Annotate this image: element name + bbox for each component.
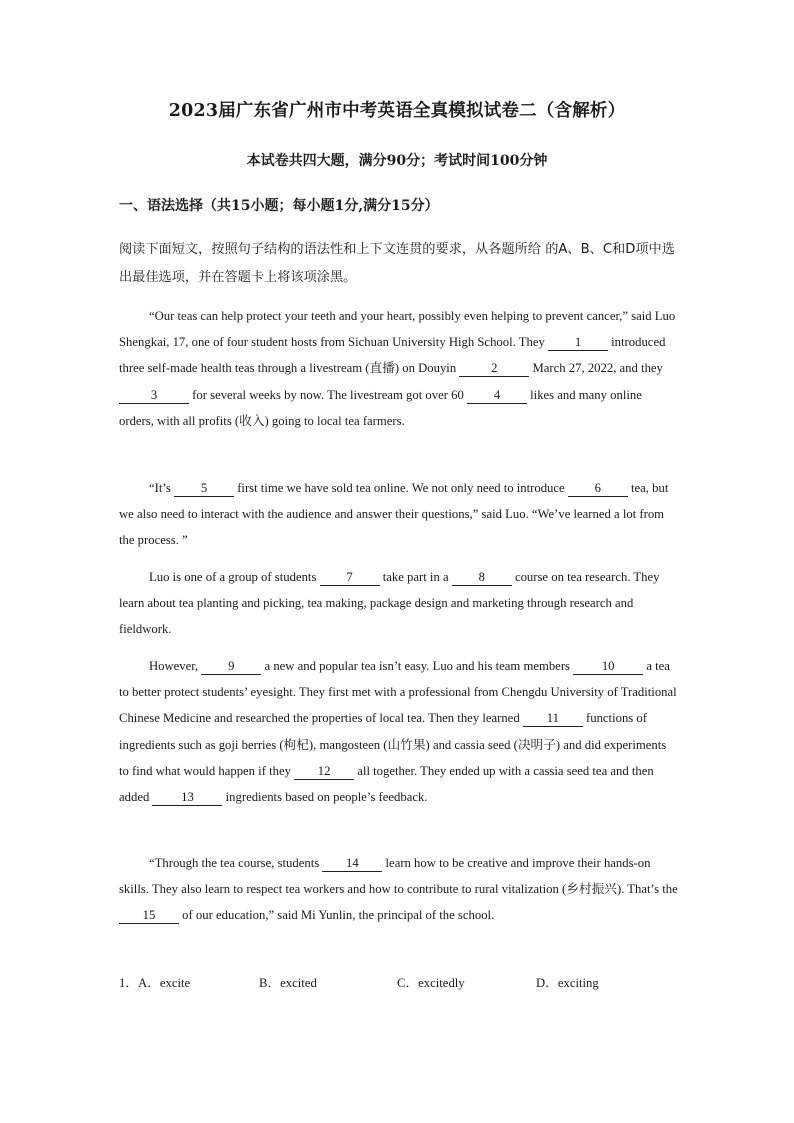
paragraph-text: learn how to be creative and improve their hands-on skills. They also learn to respect tea workers and how to contribute to rural vitalization (乡村振兴). That’s the — [119, 856, 678, 897]
blank-7[interactable]: 7 — [320, 570, 380, 586]
option-b[interactable]: B．excited — [259, 976, 317, 990]
paragraph-text: all together. They ended up with a cassia seed tea and then added — [119, 763, 654, 805]
blank-11[interactable]: 11 — [523, 711, 583, 727]
blank-10[interactable]: 10 — [573, 659, 643, 675]
passage-paragraph-2 — [119, 475, 679, 554]
instructions: 阅读下面短文，按照句子结构的语法性和上下文连贯的要求，从各题所给 的A、B、C和D项中选出最佳选项，并在答题卡上将该项涂黑。 — [119, 242, 675, 285]
page-title: 2023届广东省广州市中考英语全真模拟试卷二（含解析） — [168, 101, 626, 121]
option-c[interactable]: C．excitedly — [397, 976, 465, 990]
paragraph-text: course on tea research. They learn about tea planting and picking, tea making, package design and marketing through research and fieldwork. — [119, 570, 660, 637]
blank-9[interactable]: 9 — [201, 659, 261, 675]
passage-paragraph-3 — [119, 564, 679, 643]
paragraph-text: Luo is one of a group of students — [149, 570, 320, 584]
blank-2[interactable]: 2 — [459, 361, 529, 377]
blank-3[interactable]: 3 — [119, 388, 189, 404]
paragraph-text: March 27, 2022, and they — [529, 361, 663, 376]
paragraph-text: ingredients based on people’s feedback. — [222, 790, 428, 805]
paragraph-text: functions of ingredients such as goji berries (枸杞), mangosteen (山竹果) and cassia seed (决明子) and did experiments to find what would happen if they — [119, 711, 667, 778]
paragraph-text: tea, but we also need to interact with the audience and answer their questions,” said Luo. “We’ve learned a lot from the process. ” — [119, 481, 669, 548]
blank-8[interactable]: 8 — [452, 570, 512, 586]
blank-12[interactable]: 12 — [294, 764, 354, 780]
paragraph-text: “Our teas can help protect your teeth and your heart, possibly even helping to prevent cancer,” said Luo Shengkai, 17, one of four student hosts from Sichuan University High School. They — [119, 309, 676, 350]
exam-subtitle: 本试卷共四大题，满分90分；考试时间100分钟 — [246, 153, 548, 169]
passage-paragraph-4 — [119, 653, 679, 810]
blank-4[interactable]: 4 — [467, 388, 527, 404]
paragraph-text: “It’s — [149, 481, 175, 495]
option-a[interactable]: 1．A．excite — [119, 976, 191, 990]
paragraph-text: likes and many online orders, with all profits (收入) going to local tea farmers. — [119, 387, 642, 428]
blank-6[interactable]: 6 — [568, 481, 628, 497]
blank-14[interactable]: 14 — [322, 856, 382, 872]
paragraph-text: first time we have sold tea online. We not only need to introduce — [234, 481, 568, 495]
paragraph-text: introduced three self-made health teas through a livestream (直播) on Douyin — [119, 335, 666, 376]
paragraph-text: However, — [149, 659, 202, 673]
blank-5[interactable]: 5 — [174, 481, 234, 497]
passage-paragraph-1 — [119, 303, 679, 434]
paragraph-text: of our education,” said Mi Yunlin, the principal of the school. — [179, 908, 495, 923]
paragraph-text: a new and popular tea isn’t easy. Luo and his team members — [261, 659, 574, 673]
blank-13[interactable]: 13 — [152, 790, 222, 806]
blank-15[interactable]: 15 — [119, 908, 179, 924]
paragraph-text: for several weeks by now. The livestream got over 60 — [189, 387, 467, 402]
paragraph-text: a tea to better protect students’ eyesight. They first met with a professional from Chengdu University of Traditional Chinese Medicine and researched the properties of local tea. Then they learned — [119, 659, 677, 726]
blank-1[interactable]: 1 — [548, 335, 608, 351]
option-d[interactable]: D．exciting — [536, 976, 599, 990]
paragraph-text: take part in a — [379, 570, 452, 584]
paragraph-text: “Through the tea course, students — [149, 856, 323, 870]
section-heading: 一、语法选择（共15小题；每小题1分,满分15分） — [119, 198, 439, 214]
passage-paragraph-5 — [119, 850, 679, 929]
